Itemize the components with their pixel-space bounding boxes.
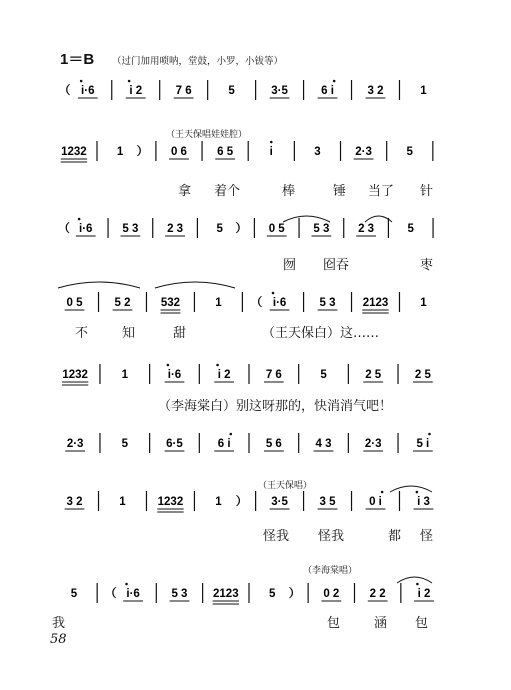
note-group: 5 xyxy=(268,588,276,600)
system-3 xyxy=(58,218,433,238)
note-group: 1 xyxy=(420,297,427,309)
lyric: 怪我 xyxy=(263,529,290,544)
lyric: 棒 xyxy=(282,184,296,199)
lyric: 怪 xyxy=(420,529,434,544)
lyric: 当了 xyxy=(368,184,395,199)
note-group: i·6 xyxy=(79,223,93,235)
lyric: 枣 xyxy=(420,258,434,273)
system-7 xyxy=(65,491,434,512)
note-group: i·6 xyxy=(126,588,140,600)
note-group: 2 2 xyxy=(369,588,386,600)
note-group: 5 xyxy=(70,588,78,600)
lyric: 囵吞 xyxy=(323,258,350,273)
note-group: 6·5 xyxy=(166,438,183,450)
note-group: 5 2 xyxy=(114,297,131,309)
note-group: i 2 xyxy=(217,369,231,381)
note-group: 3 2 xyxy=(66,496,83,508)
lyric: 着个 xyxy=(214,184,241,199)
bracket-mark: ） xyxy=(235,223,248,235)
lyric: 涵 xyxy=(374,616,388,631)
lyric: 包 xyxy=(415,616,429,631)
note-group: 3·5 xyxy=(271,85,288,97)
note-group: 0 i xyxy=(369,496,382,508)
octave-dot xyxy=(333,80,336,83)
bracket-mark: （ xyxy=(58,85,71,97)
note-group: 5 xyxy=(320,369,327,381)
note-group: 2 5 xyxy=(365,369,382,381)
note-group: 5 3 xyxy=(319,297,336,309)
note-group: 4 3 xyxy=(315,438,332,450)
note-group: i·6 xyxy=(167,369,182,381)
note-group: 1 xyxy=(420,85,427,97)
bracket-mark: ） xyxy=(136,146,149,158)
lyric: （李海棠白）别这呀那的，快消消气吧！ xyxy=(158,399,393,414)
note-group: 7 6 xyxy=(175,85,192,97)
note-group: 3 xyxy=(314,146,321,158)
octave-dot xyxy=(381,491,384,494)
octave-dot xyxy=(128,80,131,83)
octave-dot xyxy=(80,80,83,83)
octave-dot xyxy=(78,218,81,221)
note-group: 6 5 xyxy=(217,146,234,158)
octave-dot xyxy=(216,364,219,367)
system-6 xyxy=(65,433,433,453)
octave-dot xyxy=(416,583,419,586)
system-5 xyxy=(62,364,433,385)
lyric: 知 xyxy=(122,326,136,341)
instrumentation-note: （过门加用唢呐，堂鼓，小罗，小钹等） xyxy=(112,56,284,67)
lyric: 怪我 xyxy=(318,529,345,544)
note-group: 1 xyxy=(116,146,124,158)
note-group: 2123 xyxy=(213,588,239,600)
note-group: i·6 xyxy=(272,297,287,309)
note-group: 1232 xyxy=(61,146,87,158)
lyric: （王天保白）这…… xyxy=(262,326,380,341)
note-group: 5 xyxy=(216,223,223,235)
slur-arc xyxy=(155,282,235,288)
lyric: 包 xyxy=(327,616,341,631)
note-group: 1 xyxy=(215,496,222,508)
bracket-mark: （ xyxy=(104,588,117,600)
note-group: 1 xyxy=(215,297,222,309)
octave-dot xyxy=(229,433,232,436)
note-group: 2123 xyxy=(362,297,389,309)
octave-dot xyxy=(167,364,170,367)
note-group: 2 5 xyxy=(414,369,431,381)
note-group: 5 xyxy=(121,438,129,450)
note-group: 2·3 xyxy=(66,438,84,450)
octave-dot xyxy=(416,491,419,494)
system-8 xyxy=(71,583,434,604)
annotation-singer-1: （王天保唱娃娃腔） xyxy=(166,130,248,140)
bracket-mark: （ xyxy=(250,297,263,309)
annotation-singer-3: （李海棠唱） xyxy=(303,566,358,576)
note-group: i 2 xyxy=(129,85,143,97)
lyric: 囫 xyxy=(283,258,297,273)
system-2 xyxy=(61,141,433,162)
note-group: 2·3 xyxy=(355,146,372,158)
note-group: 5 3 xyxy=(313,223,330,235)
note-group: i xyxy=(269,146,273,158)
note-group: 3 2 xyxy=(367,85,384,97)
note-group: 5 xyxy=(406,146,413,158)
system-4 xyxy=(65,292,428,313)
note-group: i 3 xyxy=(417,496,430,508)
note-group: 0 5 xyxy=(66,297,83,309)
bracket-mark: （ xyxy=(58,223,70,235)
note-group: 1232 xyxy=(62,369,88,381)
note-group: 3 5 xyxy=(319,496,336,508)
system-1 xyxy=(59,80,427,100)
lyric: 我 xyxy=(52,616,66,631)
lyric: 针 xyxy=(420,184,434,199)
lyric: 拿 xyxy=(178,184,192,199)
note-group: 5 3 xyxy=(171,588,188,600)
lyric: 不 xyxy=(75,326,89,341)
note-group: 532 xyxy=(160,297,181,309)
annotation-singer-2: （王天保唱） xyxy=(258,481,313,491)
note-group: 2 3 xyxy=(358,223,375,235)
note-group: 6 i xyxy=(321,85,334,97)
bracket-mark: ） xyxy=(235,496,248,508)
note-group: 3·5 xyxy=(271,496,288,508)
note-group: 2 3 xyxy=(167,223,184,235)
slur-arc xyxy=(283,216,330,222)
note-group: 1 xyxy=(119,496,126,508)
note-group: 0 5 xyxy=(268,223,285,235)
slur-arc xyxy=(397,577,432,583)
note-group: 6 i xyxy=(217,438,231,450)
octave-dot xyxy=(125,583,128,586)
note-group: 5 6 xyxy=(265,438,282,450)
note-group: 1 xyxy=(121,369,129,381)
note-group: 2·3 xyxy=(364,438,382,450)
page-number: 58 xyxy=(50,632,67,647)
octave-dot xyxy=(428,433,431,436)
slur-arc xyxy=(58,282,140,288)
note-group: 5 3 xyxy=(122,223,139,235)
note-group: i·6 xyxy=(81,85,95,97)
bracket-mark: ） xyxy=(288,588,301,600)
lyric: 甜 xyxy=(173,326,187,341)
note-group: 0 6 xyxy=(170,146,187,158)
note-group: 1232 xyxy=(157,496,184,508)
note-group: 0 2 xyxy=(323,588,340,600)
lyric: 锤 xyxy=(333,184,347,199)
lyric: 都 xyxy=(388,529,402,544)
note-group: i 2 xyxy=(417,588,431,600)
octave-dot xyxy=(272,292,275,295)
note-group: 5 xyxy=(228,85,235,97)
octave-dot xyxy=(270,141,273,144)
note-group: 7 6 xyxy=(265,369,282,381)
note-group: 5 xyxy=(407,223,414,235)
key-signature: 1＝B xyxy=(60,51,95,68)
note-group: 5 i xyxy=(416,438,430,450)
slur-arc xyxy=(390,486,432,492)
